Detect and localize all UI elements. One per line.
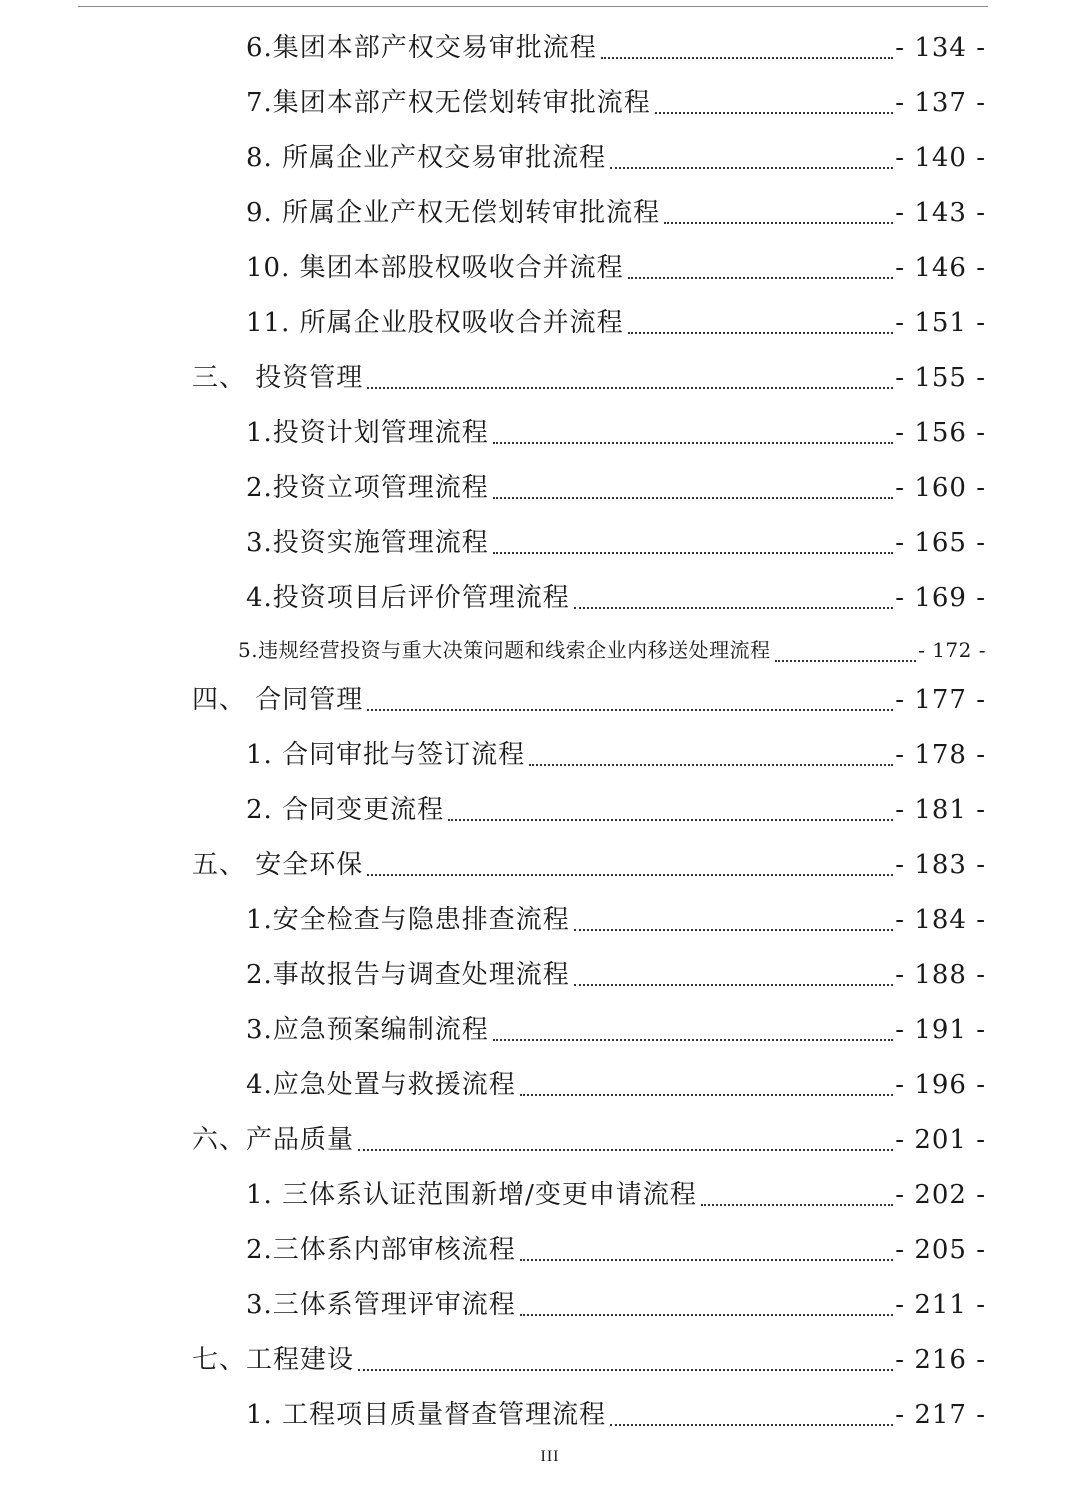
toc-dot-leader xyxy=(367,874,893,876)
toc-entry-page: - 177 - xyxy=(895,685,986,715)
page-number: III xyxy=(540,1448,560,1465)
toc-entry[interactable] xyxy=(246,1230,986,1270)
toc-entry-page: - 143 - xyxy=(895,198,986,228)
toc-entry-page: - 172 - xyxy=(918,638,986,662)
toc-section-heading[interactable] xyxy=(192,680,986,720)
toc-entry[interactable] xyxy=(246,790,986,830)
toc-entry-page: - 217 - xyxy=(895,1400,986,1430)
toc-entry[interactable] xyxy=(246,28,986,68)
toc-entry[interactable] xyxy=(246,955,986,995)
toc-entry-title: 3.投资实施管理流程 xyxy=(246,528,489,558)
toc-entry-page: - 211 - xyxy=(895,1290,986,1320)
toc-entry-title: 9. 所属企业产权无偿划转审批流程 xyxy=(246,198,661,228)
toc-entry-page: - 155 - xyxy=(895,363,986,393)
toc-dot-leader xyxy=(358,1149,893,1151)
toc-entry-title: 2.投资立项管理流程 xyxy=(246,473,489,503)
toc-entry-title: 3.应急预案编制流程 xyxy=(246,1015,489,1045)
toc-entry-page: - 191 - xyxy=(895,1015,986,1045)
toc-entry-title: 6.集团本部产权交易审批流程 xyxy=(246,33,597,63)
toc-entry-title: 7.集团本部产权无偿划转审批流程 xyxy=(246,88,651,118)
toc-dot-leader xyxy=(574,607,893,609)
toc-entry-title: 11. 所属企业股权吸收合并流程 xyxy=(246,308,624,338)
toc-entry-page: - 201 - xyxy=(895,1125,986,1155)
toc-entry-page: - 134 - xyxy=(895,33,986,63)
toc-dot-leader xyxy=(448,819,893,821)
toc-entry[interactable] xyxy=(246,303,986,343)
toc-entry-page: - 146 - xyxy=(895,253,986,283)
toc-dot-leader xyxy=(358,1369,893,1371)
toc-entry[interactable] xyxy=(246,578,986,618)
toc-entry-page: - 169 - xyxy=(895,583,986,613)
toc-entry[interactable] xyxy=(246,1175,986,1215)
toc-dot-leader xyxy=(701,1204,893,1206)
toc-entry-page: - 137 - xyxy=(895,88,986,118)
toc-dot-leader xyxy=(775,660,917,662)
toc-dot-leader xyxy=(574,984,893,986)
toc-section-heading[interactable] xyxy=(192,845,986,885)
toc-entry-title: 2. 合同变更流程 xyxy=(246,795,445,825)
toc-dot-leader xyxy=(601,57,893,59)
toc-dot-leader xyxy=(493,442,893,444)
toc-entry-title: 六、产品质量 xyxy=(192,1125,355,1155)
toc-entry-page: - 188 - xyxy=(895,960,986,990)
toc-entry[interactable] xyxy=(246,83,986,123)
toc-entry-page: - 196 - xyxy=(895,1070,986,1100)
toc-entry-page: - 184 - xyxy=(895,905,986,935)
toc-entry-title: 10. 集团本部股权吸收合并流程 xyxy=(246,253,624,283)
top-rule xyxy=(78,6,988,7)
toc-dot-leader xyxy=(628,277,894,279)
toc-entry-page: - 202 - xyxy=(895,1180,986,1210)
toc-dot-leader xyxy=(655,112,893,114)
toc-entry-title: 4.应急处置与救援流程 xyxy=(246,1070,516,1100)
toc-entry-page: - 160 - xyxy=(895,473,986,503)
toc-entry[interactable] xyxy=(246,900,986,940)
toc-entry-page: - 140 - xyxy=(895,143,986,173)
toc-section-heading[interactable] xyxy=(192,1340,986,1380)
toc-entry-title: 1. 合同审批与签订流程 xyxy=(246,740,526,770)
toc-entry-page: - 178 - xyxy=(895,740,986,770)
toc-entry-title: 4.投资项目后评价管理流程 xyxy=(246,583,570,613)
toc-entry[interactable] xyxy=(246,1285,986,1325)
toc-entry-title: 七、工程建设 xyxy=(192,1345,355,1375)
toc-entry-page: - 151 - xyxy=(895,308,986,338)
toc-dot-leader xyxy=(610,1424,893,1426)
toc-entry-title: 8. 所属企业产权交易审批流程 xyxy=(246,143,607,173)
toc-entry-page: - 165 - xyxy=(895,528,986,558)
toc-dot-leader xyxy=(520,1094,893,1096)
toc-dot-leader xyxy=(664,222,893,224)
toc-entry[interactable] xyxy=(238,630,986,670)
toc-entry-title: 3.三体系管理评审流程 xyxy=(246,1290,516,1320)
toc-entry[interactable] xyxy=(246,1010,986,1050)
toc-dot-leader xyxy=(367,709,893,711)
toc-entry-title: 2.三体系内部审核流程 xyxy=(246,1235,516,1265)
toc-entry[interactable] xyxy=(246,413,986,453)
toc-entry-title: 1. 三体系认证范围新增/变更申请流程 xyxy=(246,1180,697,1210)
toc-entry-title: 五、 安全环保 xyxy=(192,850,364,880)
toc-entry-page: - 156 - xyxy=(895,418,986,448)
toc-dot-leader xyxy=(493,497,893,499)
toc-entry-page: - 183 - xyxy=(895,850,986,880)
toc-entry-page: - 216 - xyxy=(895,1345,986,1375)
toc-entry-title: 四、 合同管理 xyxy=(192,685,364,715)
toc-entry[interactable] xyxy=(246,468,986,508)
toc-dot-leader xyxy=(493,1039,893,1041)
toc-dot-leader xyxy=(520,1314,893,1316)
toc-entry[interactable] xyxy=(246,1065,986,1105)
toc-entry[interactable] xyxy=(246,735,986,775)
toc-entry[interactable] xyxy=(246,138,986,178)
toc-dot-leader xyxy=(610,167,893,169)
toc-entry-title: 5.违规经营投资与重大决策问题和线索企业内移送处理流程 xyxy=(238,638,771,662)
toc-dot-leader xyxy=(493,552,893,554)
toc-dot-leader xyxy=(520,1259,893,1261)
toc-entry-title: 2.事故报告与调查处理流程 xyxy=(246,960,570,990)
toc-entry-title: 1.安全检查与隐患排查流程 xyxy=(246,905,570,935)
toc-section-heading[interactable] xyxy=(192,358,986,398)
toc-dot-leader xyxy=(574,929,893,931)
toc-entry-page: - 181 - xyxy=(895,795,986,825)
toc-entry-title: 1. 工程项目质量督查管理流程 xyxy=(246,1400,607,1430)
toc-entry[interactable] xyxy=(246,1395,986,1435)
toc-dot-leader xyxy=(367,387,893,389)
toc-dot-leader xyxy=(628,332,894,334)
toc-entry-page: - 205 - xyxy=(895,1235,986,1265)
toc-entry[interactable] xyxy=(246,248,986,288)
toc-section-heading[interactable] xyxy=(192,1120,986,1160)
toc-dot-leader xyxy=(529,764,893,766)
toc-entry[interactable] xyxy=(246,193,986,233)
toc-entry-title: 1.投资计划管理流程 xyxy=(246,418,489,448)
toc-entry[interactable] xyxy=(246,523,986,563)
toc-entry-title: 三、 投资管理 xyxy=(192,363,364,393)
